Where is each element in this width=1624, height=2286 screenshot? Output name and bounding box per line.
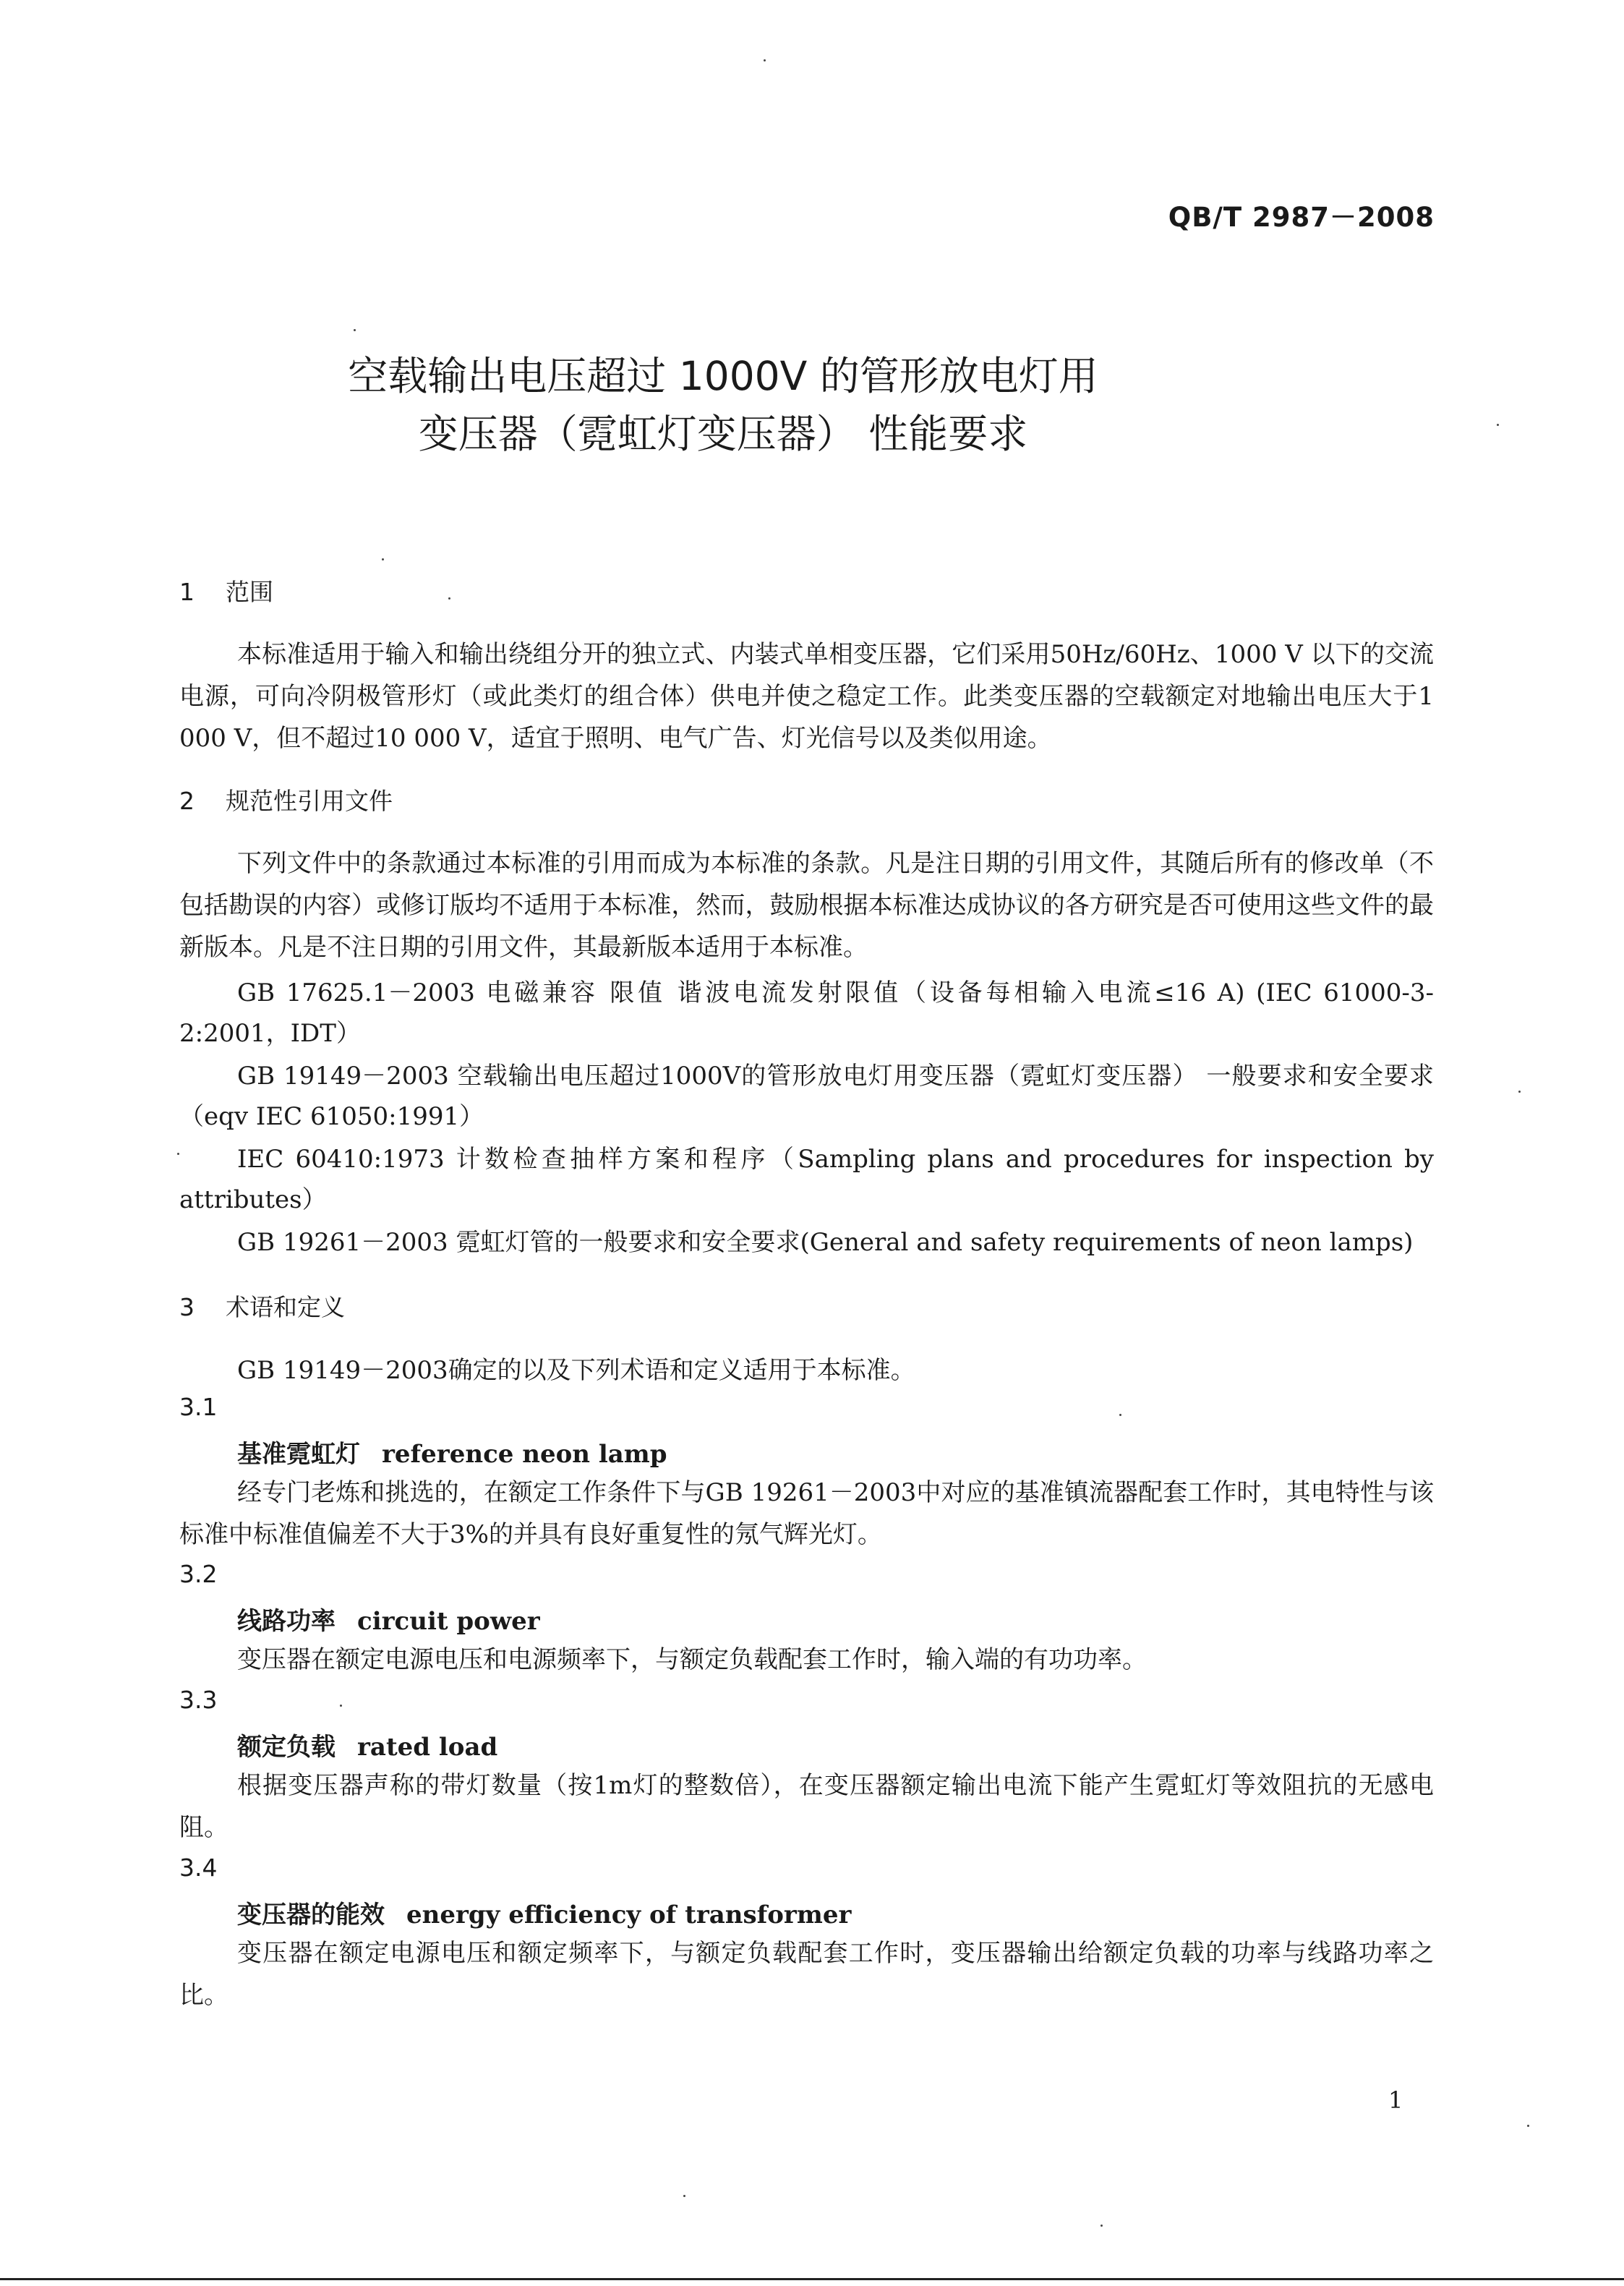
- section-title: 规范性引用文件: [226, 787, 393, 815]
- scan-speck: [764, 59, 766, 61]
- page-number: 1: [1388, 2086, 1403, 2114]
- term-definition: 根据变压器声称的带灯数量（按1m灯的整数倍），在变压器额定输出电流下能产生霓虹灯等效阻抗的无感电阻。: [179, 1771, 1434, 1842]
- scan-speck: [382, 558, 384, 560]
- term-heading: [237, 1601, 540, 1637]
- scan-speck: [683, 2195, 685, 2197]
- clause-number: 3.3: [179, 1686, 218, 1714]
- term-definition: 经专门老炼和挑选的，在额定工作条件下与GB 19261－2003中对应的基准镇流器配套工作时，其电特性与该标准中标准值偏差不大于3%的并具有良好重复性的氖气辉光灯。: [179, 1478, 1434, 1549]
- scan-speck: [1101, 2225, 1103, 2227]
- scan-speck: [1527, 2125, 1529, 2127]
- scan-speck: [1119, 1414, 1121, 1416]
- section-title: 范围: [226, 578, 273, 606]
- term-heading: [237, 1895, 851, 1930]
- section-1-heading: [179, 573, 273, 607]
- scan-speck: [1497, 424, 1499, 426]
- term-heading: [237, 1727, 497, 1762]
- term-chinese: 额定负载: [237, 1733, 336, 1762]
- scan-edge-line: [0, 2278, 1624, 2280]
- section-number: 2: [179, 787, 195, 815]
- reference-item: GB 17625.1－2003 电磁兼容 限值 谐波电流发射限值（设备每相输入电流≤16 A) (IEC 61000-3-2:2001，IDT）: [179, 978, 1434, 1048]
- document-title-line-1: 空载输出电压超过 1000V 的管形放电灯用: [348, 353, 1098, 399]
- scan-speck: [1518, 1091, 1521, 1093]
- section-number: 3: [179, 1293, 195, 1321]
- term-chinese: 变压器的能效: [237, 1901, 385, 1929]
- term-english: rated load: [357, 1733, 498, 1762]
- section-2-heading: [179, 782, 393, 816]
- section-3-paragraph: GB 19149－2003确定的以及下列术语和定义适用于本标准。: [237, 1356, 915, 1385]
- section-3-heading: [179, 1289, 345, 1323]
- term-definition: 变压器在额定电源电压和额定频率下，与额定负载配套工作时，变压器输出给额定负载的功率与线路功率之比。: [179, 1939, 1434, 2010]
- term-english: reference neon lamp: [382, 1440, 667, 1469]
- section-title: 术语和定义: [226, 1293, 345, 1321]
- term-chinese: 基准霓虹灯: [237, 1440, 360, 1469]
- term-heading: [237, 1434, 667, 1470]
- standard-code: QB/T 2987－2008: [1168, 202, 1435, 233]
- clause-number: 3.1: [179, 1393, 218, 1421]
- scan-speck: [448, 597, 450, 600]
- section-2-paragraph: 下列文件中的条款通过本标准的引用而成为本标准的条款。凡是注日期的引用文件，其随后所有的修改单（不包括勘误的内容）或修订版均不适用于本标准，然而，鼓励根据本标准达成协议的各方研究是否可使用这些文件的最新版本。凡是不注日期的引用文件，其最新版本适用于本标准。: [179, 849, 1434, 962]
- term-english: circuit power: [357, 1607, 540, 1636]
- reference-item: GB 19149－2003 空载输出电压超过1000V的管形放电灯用变压器（霓虹灯变压器） 一般要求和安全要求（eqv IEC 61050:1991）: [179, 1062, 1434, 1131]
- section-1-paragraph: 本标准适用于输入和输出绕组分开的独立式、内装式单相变压器，它们采用50Hz/60Hz、1000 V 以下的交流电源，可向冷阴极管形灯（或此类灯的组合体）供电并使之稳定工作。此类变压器的空载额定对地输出电压大于1 000 V，但不超过10 000 V，适宜于照明、电气广告、灯光信号以及类似用途。: [179, 640, 1434, 753]
- scan-speck: [177, 1153, 179, 1155]
- reference-item: IEC 60410:1973 计数检查抽样方案和程序（Sampling plans and procedures for inspection by attributes）: [179, 1145, 1434, 1214]
- document-title-line-2: 变压器（霓虹灯变压器） 性能要求: [418, 411, 1028, 457]
- clause-number: 3.4: [179, 1854, 218, 1882]
- reference-item: GB 19261－2003 霓虹灯管的一般要求和安全要求(General and safety requirements of neon lamps): [237, 1228, 1414, 1257]
- term-english: energy efficiency of transformer: [406, 1901, 852, 1929]
- clause-number: 3.2: [179, 1560, 218, 1588]
- scan-speck: [354, 329, 356, 331]
- term-definition: 变压器在额定电源电压和电源频率下，与额定负载配套工作时，输入端的有功功率。: [237, 1645, 1147, 1674]
- term-chinese: 线路功率: [237, 1607, 336, 1636]
- scan-speck: [340, 1705, 342, 1707]
- section-number: 1: [179, 578, 195, 606]
